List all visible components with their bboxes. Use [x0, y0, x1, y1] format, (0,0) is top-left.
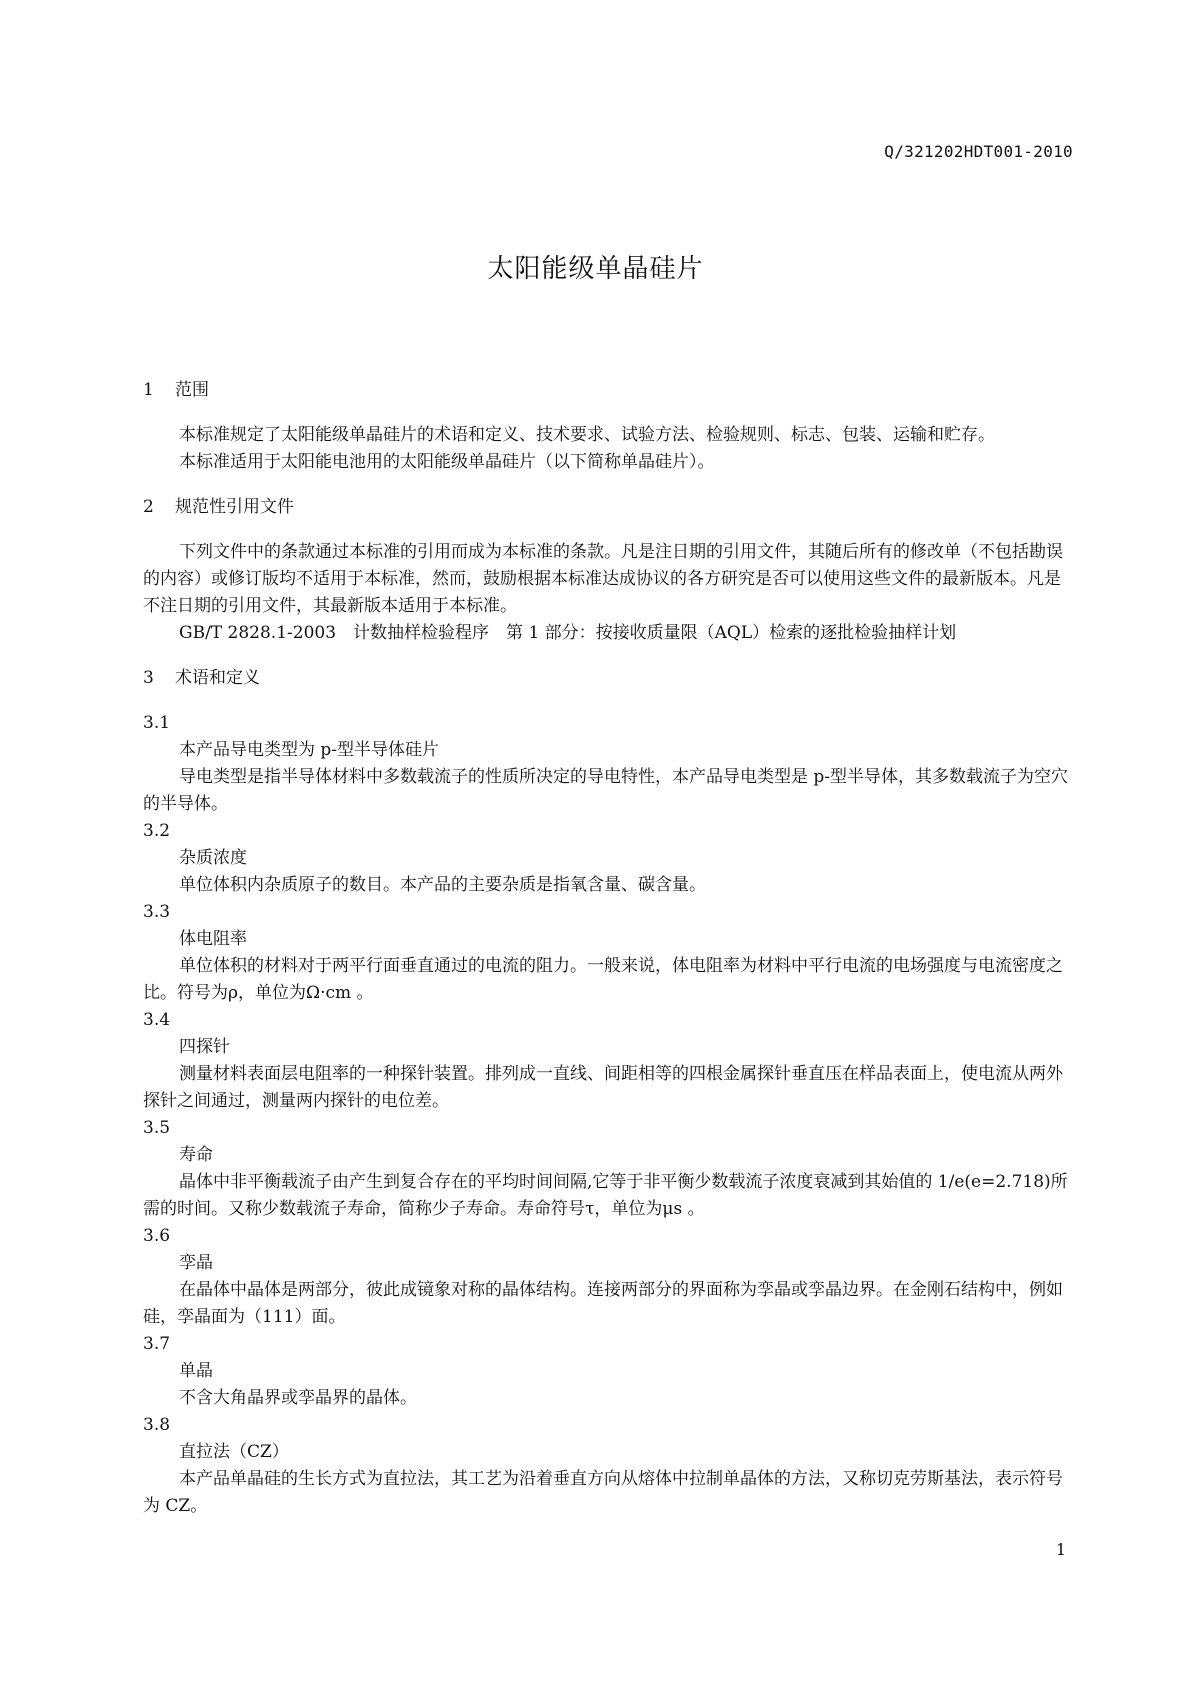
- term-definition: 单位体积的材料对于两平行面垂直通过的电流的阻力。一般来说，体电阻率为材料中平行电流的电场强度与电流密度之比。符号为ρ，单位为Ω·cm 。: [143, 956, 1063, 1003]
- clause-number: 3.3: [143, 902, 171, 922]
- clause-number: 3.4: [143, 1010, 171, 1030]
- term-name: 本产品导电类型为 p-型半导体硅片: [179, 740, 440, 760]
- section-title: 术语和定义: [175, 668, 260, 688]
- term-name: 直拉法（CZ）: [179, 1442, 289, 1462]
- clause-number: 3.8: [143, 1415, 171, 1435]
- reference-item: GB/T 2828.1-2003 计数抽样检验程序 第 1 部分：按接收质量限（AQL）检索的逐批检验抽样计划: [179, 623, 957, 643]
- term-definition: 单位体积内杂质原子的数目。本产品的主要杂质是指氧含量、碳含量。: [179, 875, 706, 895]
- section-heading-normative-references: [143, 494, 1073, 521]
- section-heading-scope: [143, 377, 1073, 404]
- term-definition: 导电类型是指半导体材料中多数载流子的性质所决定的导电特性，本产品导电类型是 p-型半导体，其多数载流子为空穴的半导体。: [143, 767, 1069, 814]
- paragraph: 本标准适用于太阳能电池用的太阳能级单晶硅片（以下简称单晶硅片）。: [179, 452, 715, 472]
- clause-number: 3.5: [143, 1118, 171, 1138]
- term-definition: 晶体中非平衡载流子由产生到复合存在的平均时间间隔,它等于非平衡少数载流子浓度衰减到其始值的 1/e(e=2.718)所需的时间。又称少数载流子寿命，简称少子寿命。寿命符号τ，单位为μs 。: [143, 1172, 1068, 1219]
- term-definition: 本产品单晶硅的生长方式为直拉法，其工艺为沿着垂直方向从熔体中拉制单晶体的方法，又称切克劳斯基法，表示符号为 CZ。: [143, 1469, 1063, 1516]
- clause-number: 3.1: [143, 713, 171, 733]
- paragraph: 本标准规定了太阳能级单晶硅片的术语和定义、技术要求、试验方法、检验规则、标志、包装、运输和贮存。: [179, 425, 995, 445]
- term-name: 四探针: [179, 1037, 230, 1057]
- document-body: [143, 377, 1073, 1520]
- term-name: 体电阻率: [179, 929, 247, 949]
- term-name: 杂质浓度: [179, 848, 247, 868]
- term-name: 孪晶: [179, 1253, 213, 1273]
- term-definition: 在晶体中晶体是两部分，彼此成镜象对称的晶体结构。连接两部分的界面称为孪晶或孪晶边界。在金刚石结构中，例如硅，孪晶面为（111）面。: [143, 1280, 1063, 1327]
- clause-number: 3.6: [143, 1226, 171, 1246]
- section-number: 2: [143, 497, 154, 517]
- term-name: 寿命: [179, 1145, 213, 1165]
- paragraph: 下列文件中的条款通过本标准的引用而成为本标准的条款。凡是注日期的引用文件，其随后所有的修改单（不包括勘误的内容）或修订版均不适用于本标准，然而，鼓励根据本标准达成协议的各方研究是否可以使用这些文件的最新版本。凡是不注日期的引用文件，其最新版本适用于本标准。: [143, 542, 1063, 616]
- clause-number: 3.7: [143, 1334, 171, 1354]
- term-definition: 不含大角晶界或孪晶界的晶体。: [179, 1388, 417, 1408]
- section-number: 3: [143, 668, 154, 688]
- section-heading-terms: [143, 665, 1073, 692]
- document-code: Q/321202HDT001-2010: [884, 142, 1073, 161]
- section-number: 1: [143, 380, 154, 400]
- document-title: 太阳能级单晶硅片: [487, 254, 704, 284]
- section-title: 规范性引用文件: [175, 497, 294, 517]
- clause-number: 3.2: [143, 821, 171, 841]
- term-definition: 测量材料表面层电阻率的一种探针装置。排列成一直线、间距相等的四根金属探针垂直压在样品表面上，使电流从两外探针之间通过，测量两内探针的电位差。: [143, 1064, 1063, 1111]
- term-name: 单晶: [179, 1361, 213, 1381]
- section-title: 范围: [175, 380, 209, 400]
- page-number: 1: [1055, 1540, 1066, 1559]
